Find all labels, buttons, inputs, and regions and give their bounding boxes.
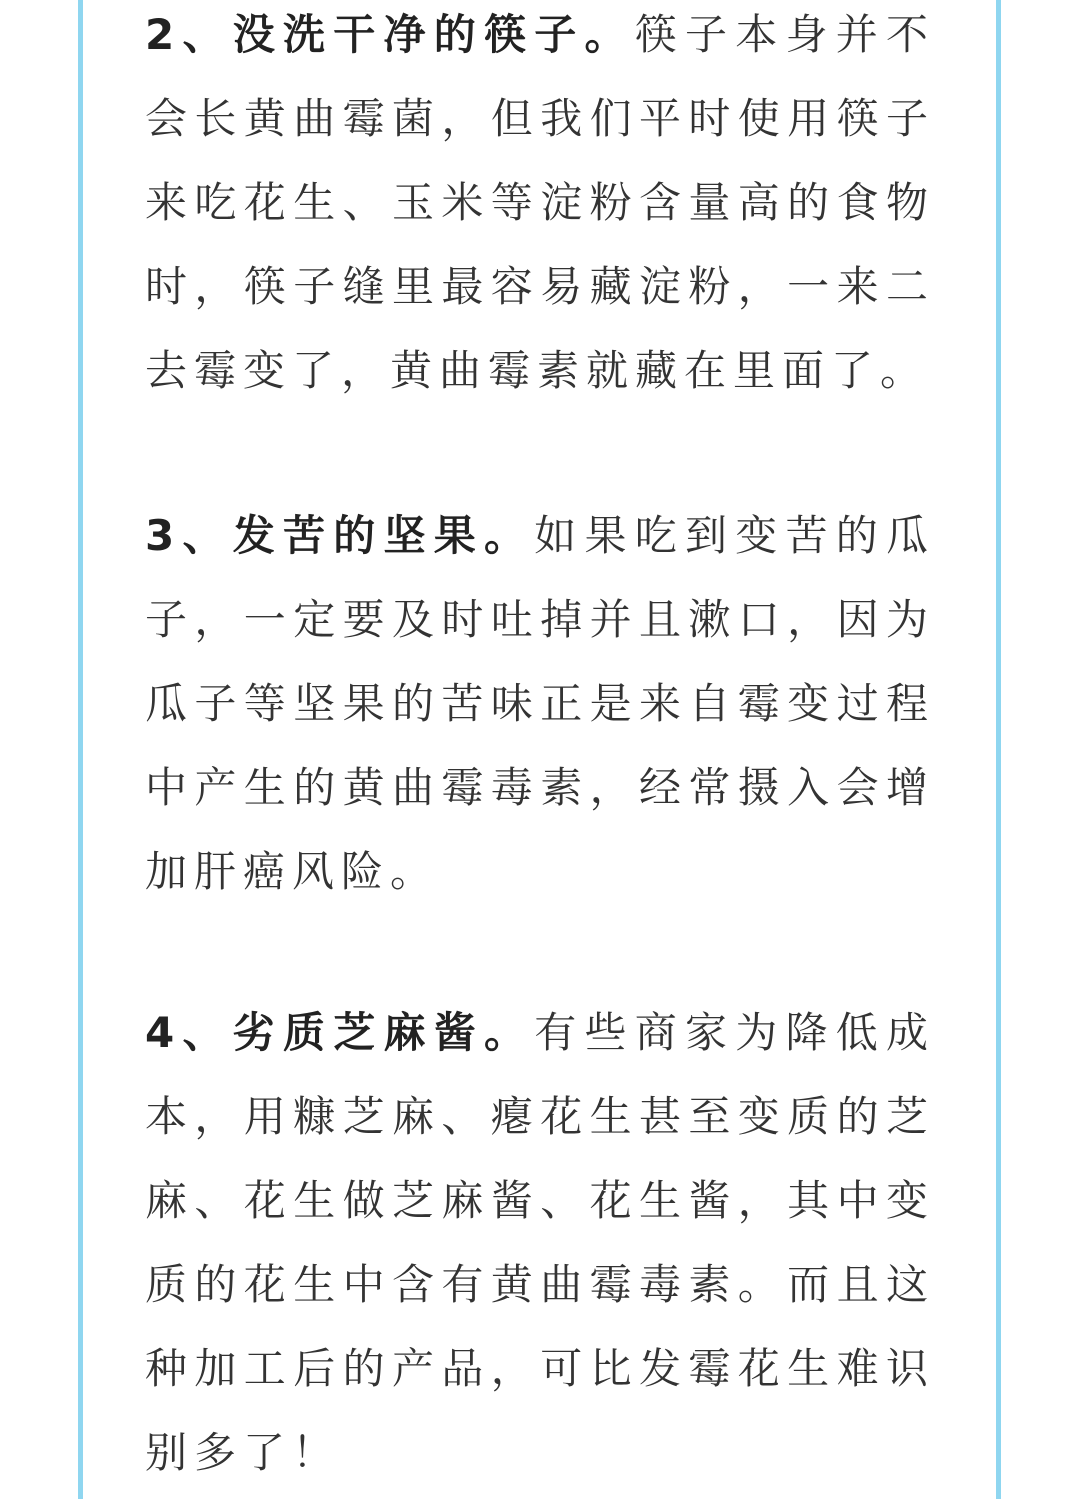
paragraph-heading: 2、没洗干净的筷子。 bbox=[145, 10, 635, 59]
paragraph-sesame-paste bbox=[145, 991, 935, 1495]
left-border-decoration bbox=[78, 0, 83, 1499]
paragraph-heading: 4、劣质芝麻酱。 bbox=[145, 1008, 535, 1057]
paragraph-body: 如果吃到变苦的瓜子，一定要及时吐掉并且漱口，因为瓜子等坚果的苦味正是来自霉变过程中产生的黄曲霉毒素，经常摄入会增加肝癌风险。 bbox=[145, 511, 935, 896]
paragraph-bitter-nuts bbox=[145, 494, 935, 914]
paragraph-chopsticks bbox=[145, 0, 935, 413]
right-border-decoration bbox=[996, 0, 1001, 1499]
paragraph-heading: 3、发苦的坚果。 bbox=[145, 511, 535, 560]
paragraph-body: 有些商家为降低成本，用糠芝麻、瘪花生甚至变质的芝麻、花生做芝麻酱、花生酱，其中变质的花生中含有黄曲霉毒素。而且这种加工后的产品，可比发霉花生难识别多了！ bbox=[145, 1008, 935, 1477]
paragraph-body: 筷子本身并不会长黄曲霉菌，但我们平时使用筷子来吃花生、玉米等淀粉含量高的食物时，筷子缝里最容易藏淀粉，一来二去霉变了，黄曲霉素就藏在里面了。 bbox=[145, 10, 935, 395]
